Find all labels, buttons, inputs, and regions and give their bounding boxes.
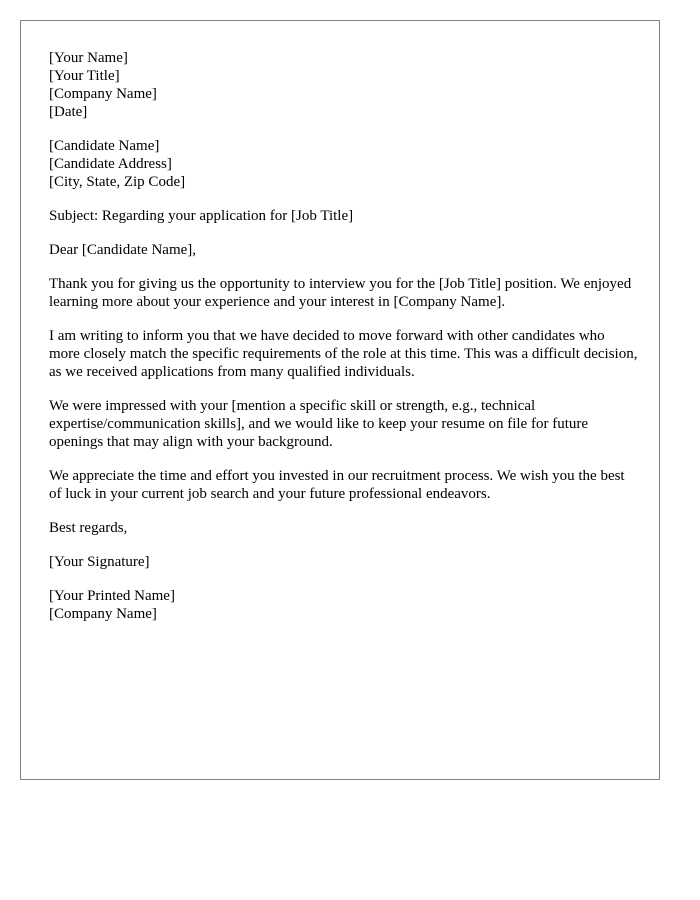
recipient-name: [Candidate Name] [49, 138, 160, 154]
printed-company: [Company Name] [49, 606, 157, 622]
sender-block [49, 49, 639, 121]
body-paragraph: Thank you for giving us the opportunity to interview you for the [Job Title] position. We enjoyed learning more about your experience and your interest in [Company Name]. [49, 276, 632, 310]
printed-name: [Your Printed Name] [49, 588, 175, 604]
sender-name: [Your Name] [49, 50, 128, 66]
letter-date: [Date] [49, 104, 88, 120]
body-paragraph: We appreciate the time and effort you invested in our recruitment process. We wish you the best of luck in your current job search and your future professional endeavors. [49, 468, 625, 502]
printed-block [49, 587, 639, 623]
recipient-block [49, 137, 639, 191]
sender-title: [Your Title] [49, 68, 120, 84]
sender-company: [Company Name] [49, 86, 157, 102]
recipient-address: [Candidate Address] [49, 156, 172, 172]
subject-line: Subject: Regarding your application for [Job Title] [49, 208, 354, 224]
closing: Best regards, [49, 520, 128, 536]
salutation: Dear [Candidate Name], [49, 242, 197, 258]
letter-content [49, 49, 639, 623]
body-paragraph: We were impressed with your [mention a specific skill or strength, e.g., technical expertise/communication skills], and we would like to keep your resume on file for future openings that may align with your background. [49, 398, 589, 450]
letter-page [20, 20, 660, 780]
recipient-city-state-zip: [City, State, Zip Code] [49, 174, 186, 190]
body-paragraph: I am writing to inform you that we have decided to move forward with other candidates who more closely match the specific requirements of the role at this time. This was a difficult decision, as we received applications from many qualified individuals. [49, 328, 638, 380]
signature: [Your Signature] [49, 554, 150, 570]
